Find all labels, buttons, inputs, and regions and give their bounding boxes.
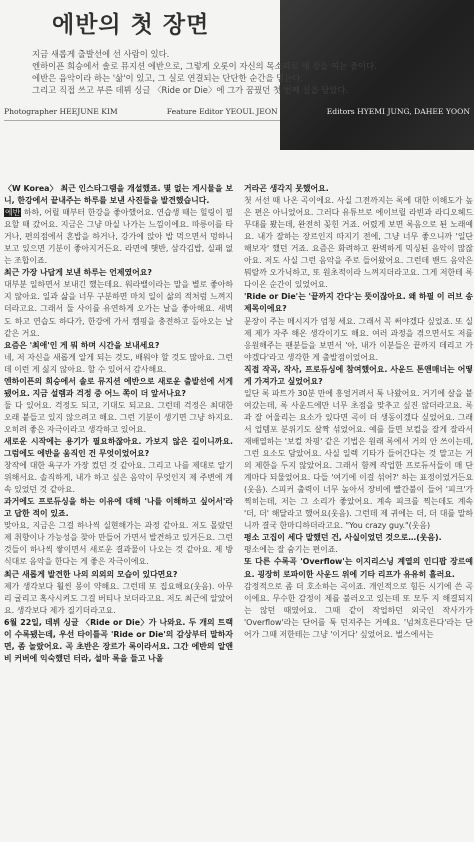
editors-credit: Editors HYEMI JUNG, DAHEE YOON [326,107,470,116]
paragraph-text: 대부분 일하면서 보내긴 했는데요. 워라밸이라는 말을 별로 좋아하지 않아요. 일과 삶을 너무 구분하면 마치 일이 삶의 적처럼 느껴지더라고요. 그래서 둘 사이를 유연하게 오가는 날을 좋아해요. 새벽도 하고 연습도 하다가, 한강에 가서 캠핑을 충전하고 돌아오는 날 같은 거요. [4,280,233,338]
paragraph-text: 과거에도 프로듀싱을 하는 이유에 대해 '나를 이해하고 싶어서'라고 답한 적이 있죠. [4,497,233,519]
paragraph-text: 직접 작곡, 작사, 프로듀싱에 참여했어요. 사운드 톤앤매너는 어떻게 가져가고 싶었어요? [244,364,473,386]
interview-question [4,340,233,352]
paragraph-text: 엔하이픈의 희승에서 솔로 뮤지션 에반으로 새로운 출발선에 서게 됐어요. 지금 설렘과 걱정 중 어느 쪽이 더 앞서나요? [4,376,233,398]
paragraph-text: 〈W Korea〉 최근 인스타그램을 개설했죠. 몇 없는 게시물을 보니, 한강에서 끝내주는 하루를 보낸 사진들을 발견했습니다. [4,184,233,206]
interview-answer [244,388,473,533]
interview-answer [244,316,473,364]
interview-question [4,267,233,279]
page-title: 에반의 첫 장면 [52,11,210,38]
interview-question [244,183,473,195]
credits-line [4,107,470,116]
paragraph-text: 거라곤 생각지 못했어요. [244,184,329,193]
interview-answer [4,279,233,339]
interview-answer [244,195,473,291]
photographer-credit: Photographer HEEJUNE KIM [4,107,118,116]
paragraph-text: 최근 새롭게 발견한 나의 의외의 모습이 있다면요? [4,569,178,579]
paragraph-text: 창작에 대한 욕구가 가장 컸던 것 같아요. 그리고 나를 제대로 알기 위해서요. 솔직하게, 내가 하고 싶은 음악이 무엇인지 제 주변에 계속 있었던 것 같아요. [4,461,233,495]
paragraph-text: 평소에는 잘 숨기는 편이죠. [244,545,338,555]
paragraph-text: 맞아요, 지금은 그걸 하나씩 실현해가는 과정 같아요. 저도 몰랐던 제 취향이나 가능성을 찾아 만들어 가면서 발견하고 있거든요. 그런 것들이 하나씩 쌓이면서 새로운 결과물이 나오는 것 같아요. 제 방식대로 음악을 한다는 게 좋은 자극이에요. [4,521,233,567]
paragraph-text: 제가 생각보다 훨씬 몽이 약해요. 그런데 또 집요해요(웃음). 아무리 굴리고 혹사시켜도 그걸 버티나 보더라고요. 저도 최근에 알았어요. 생각보다 제가 질기더라고요. [4,581,233,615]
interview-question [4,436,233,460]
divider [4,120,280,121]
paragraph-text: 문장이 주는 메시지가 엄청 세요. 그래서 꼭 써야겠다 싶었죠. 또 실제 제가 자주 해온 생각이기도 해요. 여러 과정을 겪으면서도 저를 응원해주는 팬분들을 보면서 '아, 내가 이분들은 끝까지 데리고 가야겠다'라고 생각한 게 출발점이었어요. [244,316,473,362]
paragraph-text: 네, 저 자신을 새롭게 알게 되는 것도, 배워야 할 것도 많아요. 그런데 이런 게 싫지 않아요. 할 수 있어서 감사해요. [4,352,233,374]
feature-editor-credit: Feature Editor YEOUL JEON [166,107,278,116]
interview-question [244,556,473,580]
paragraph-text: 감정적으로 좀 더 호소하는 곡이죠. 개인적으로 힘든 시기에 쓴 곡이에요. 무수한 감정이 제를 불러오고 있는데 또 모두 지 해결되지는 않던 때였어요. 그때 같이 작업하던 외국인 작사가가 'Overflow'라는 단어를 툭 던져주는 거예요. '넘쳐흐른다'라는 단어가 그때 저한테는 그냥 '이거다' 싶었어요. 벌스에서는 [244,581,473,639]
interview-question [4,183,233,207]
intro-line: 지금 새롭게 출발선에 선 사람이 있다. [32,49,170,59]
paragraph-text: 또 다른 수록곡 'Overflow'는 이지리스닝 계열의 인디팝 장르예요. 굉장히 로파이한 사운드 위에 기타 리프가 유유히 흘러요. [244,557,473,579]
interview-answer [244,544,473,556]
interview-answer [4,460,233,496]
paragraph-text: 첫 서선 때 나온 곡이에요. 사실 그전까지는 록에 대한 이해도가 높은 편은 아니었어요. 그러다 유튜브로 에이브릴 라빈과 라디오헤드 무대를 봤는데, 완전히 꽂힌 거죠. 어렸게 보면 록음으로 된 노래예요. 내가 잘하는 장르인지 따지기 전에, 그냥 너무 좋으니까 '일단 해보자' 했던 거죠. 요즘은 화려하고 완벽하게 믹싱된 음악이 많잖아요. 저도 사실 그런 음악을 주로 들어왔어요. 그런데 밴드 음악은 뭐랄까 오가닉하고, 또 원초적이라 느껴지더라고요. 그게 저한테 록다이온 순간이 있었어요. [244,196,473,290]
intro-text [32,48,432,96]
header [0,0,474,150]
interview-question [4,376,233,400]
intro-line: 그리고 직접 쓰고 부른 데뷔 싱글 〈Ride or Die〉에 그가 꿈꿨던 첫 번째 실을 담았다. [32,85,349,95]
paragraph-text: 하하, 어릴 때부터 한강을 좋아했어요. 연습생 때는 힐링이 필요할 때 갔어요. 지금은 그냥 마실 나가는 느낌이에요. 따릉이를 타거나, 편의점에서 혼밥을 하거나, 강가에 앉아 밥 먹으면서 멍하니 보고 있으면 기분이 좋아지거든요. 라면에 햇반, 삼각김밥, 실패 없는 조합이죠. [4,208,233,266]
speaker-label: 에반 [5,208,21,218]
article-column-left [4,183,233,665]
interview-answer [244,581,473,641]
paragraph-text: 6월 22일, 데뷔 싱글 〈Ride or Die〉가 나와요. 두 개의 트랙이 수록됐는데, 우선 타이틀곡 'Ride or Die'의 감상부터 말하자면, 좀 놀랐어요. 곡 초반은 장르가 록이라서요. 그간 에반의 알앤비 커버에 익숙했던 터라, 설마 록을 들고 나올 [4,617,233,663]
interview-answer [4,352,233,376]
intro-line: 엔하이픈 희승에서 솔로 뮤지션 에반으로, 그렇게 오롯이 자신의 목소리로 새 장을 여는 중이다. [32,61,377,71]
interview-question [4,569,233,581]
paragraph-text: 평소 고집이 세다 말했던 건, 사실이었던 것으로…(웃음). [244,533,442,543]
paragraph-text: 일단 록 파트가 30분 만에 흥얼거려서 툭 나왔어요. 거기에 살을 붙여갔는데, 록 사운드에만 너무 초점을 맞추고 싶진 않더라고요. 록과 잘 어울리는 요소가 있다면 곡이 더 생동이겠다 싶었어요. 그래서 업템포 분위기도 살짝 섞었어요. 예를 들면 보컬을 잘게 잘라서 재배열하는 '보컬 차핑' 같은 기법은 원래 록에서 거의 안 쓰이는데, 그런 요소도 담았어요. 사실 일렉 기타가 들어간다는 것 말고는 거의 제한을 두지 않았어요. 그래서 함께 작업한 프로듀서들이 매 단계마다 되물었어요. 다들 '여기에 이걸 섞어?' 하는 표정이었거든요(웃음). 스피커 출력이 너무 높아서 장비에 빨간불이 들어 '피크'가 찍히는데, 저는 그 소리가 좋았어요. 계속 피크를 찍는데도 계속 '더, 더' 해달라고 했어요(웃음). 그런데 제 귀에는 더, 더 대를 말하니까 결국 한마디하더라고요. "You crazy guy."(웃음) [244,388,473,531]
interview-question [244,532,473,544]
interview-answer [4,400,233,436]
paragraph-text: 새로운 시작에는 용기가 필요하잖아요. 가보지 않은 길이니까요. 그럼에도 에반을 움직인 건 무엇이었어요? [4,436,233,459]
interview-question [244,364,473,388]
interview-answer [4,581,233,617]
interview-question [4,496,233,520]
interview-answer [4,207,233,267]
paragraph-text: 둘 다 있어요. 걱정도 되고, 기대도 되고요. 그런데 걱정은 최대한 오래 붙들고 있지 않으려고 해요. 그런 기분이 생기면 그냥 하지요. 오히려 좋은 자극이라고 생각하고 있어요. [4,400,233,434]
intro-line: 에반은 음악이라 하는 '삶'이 있고, 그 실로 연결되는 단단한 순간을 믿는다. [32,73,304,83]
paragraph-text: 요즘은 '최애'인 게 뭐 하며 시간을 보내세요? [4,340,160,350]
interview-answer [4,520,233,568]
interview-question [4,617,233,665]
article-column-right [244,183,473,641]
interview-question [244,291,473,315]
paragraph-text: 'Ride or Die'는 '끝까지 간다'는 뜻이잖아요. 왜 하필 이 러브 송 제목이에요? [244,292,473,314]
paragraph-text: 최근 가장 나답게 보낸 하루는 언제였어요? [4,268,152,278]
